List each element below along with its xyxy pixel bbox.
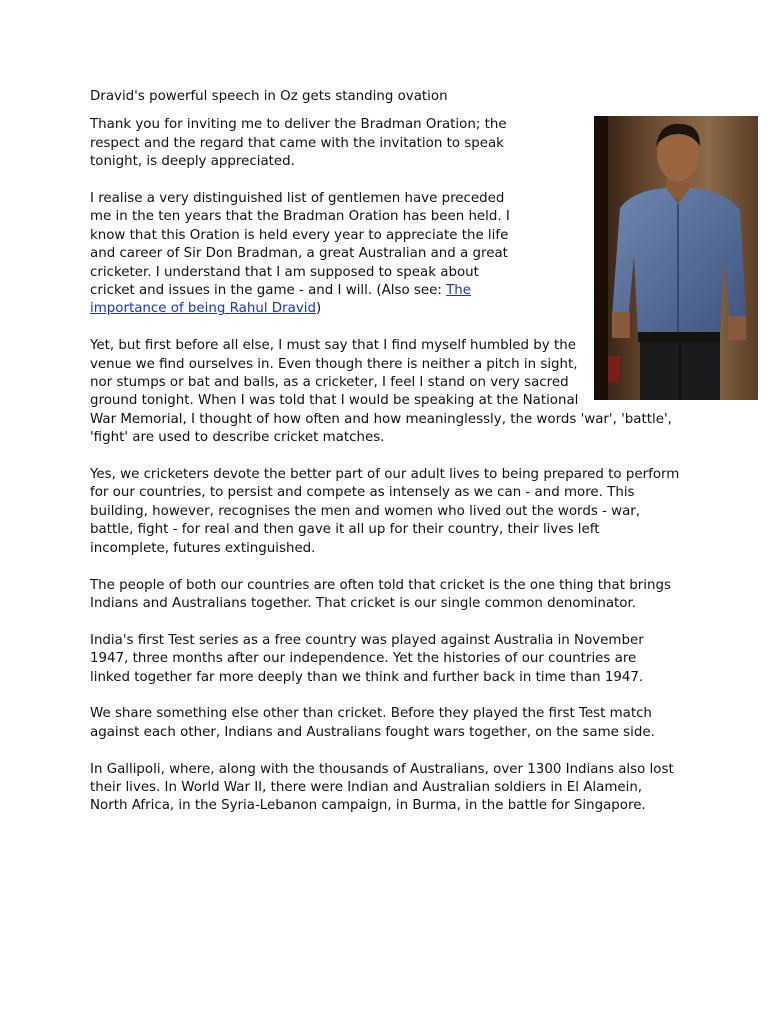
paragraph: Yes, we cricketers devote the better part of our adult lives to being prepared to perform for our countries, to persist and compete as intensely as we can - and more. This building, however, recognises the men and women who lived out the words - war, battle, fight - for real and then gave it all up for their country, their lives left incomplete, futures extinguished. bbox=[90, 467, 680, 556]
article bbox=[90, 88, 680, 834]
paragraph-text: I realise a very distinguished list of gentlemen have preceded me in the ten years that the Bradman Oration has been held. I know that this Oration is held every year to appreciate the life and career of Sir Don Bradman, a great Australian and a great cricketer. I understand that I am supposed to speak about cricket and issues in the game - and I will. (Also see: bbox=[90, 191, 510, 299]
rahul-dravid-photo bbox=[594, 116, 758, 400]
paragraph: We share something else other than cricket. Before they played the first Test match against each other, Indians and Australians fought wars together, on the same side. bbox=[90, 706, 655, 740]
related-article-link[interactable]: The importance of being Rahul Dravid bbox=[90, 283, 472, 317]
paragraph: Yet, but first before all else, I must say that I find myself humbled by the venue we find ourselves in. Even though there is neither a pitch in sight, nor stumps or bat and balls, as a cricketer, I feel I stand on very sacred ground tonight. When I was told that I would be speaking at the National War Memorial, I thought of how often and how meaninglessly, the words 'war', 'battle', 'fight' are used to describe cricket matches. bbox=[90, 338, 672, 446]
paragraph bbox=[90, 190, 514, 319]
article-title: Dravid's powerful speech in Oz gets standing ovation bbox=[90, 89, 448, 104]
intro-block bbox=[90, 116, 514, 318]
photo-illustration bbox=[594, 116, 758, 400]
paragraph-text-end: ) bbox=[315, 301, 322, 317]
paragraph: India's first Test series as a free country was played against Australia in November 1947, three months after our independence. Yet the histories of our countries are linked together far more deeply than we think and further back in time than 1947. bbox=[90, 632, 644, 685]
paragraph: The people of both our countries are often told that cricket is the one thing that brings Indians and Australians together. That cricket is our single common denominator. bbox=[90, 577, 671, 611]
paragraph: In Gallipoli, where, along with the thousands of Australians, over 1300 Indians also lost their lives. In World War II, there were Indian and Australian soldiers in El Alamein, North Africa, in the Syria-Lebanon campaign, in Burma, in the battle for Singapore. bbox=[90, 761, 674, 814]
paragraph: Thank you for inviting me to deliver the Bradman Oration; the respect and the regard that came with the invitation to speak tonight, is deeply appreciated. bbox=[90, 117, 507, 170]
